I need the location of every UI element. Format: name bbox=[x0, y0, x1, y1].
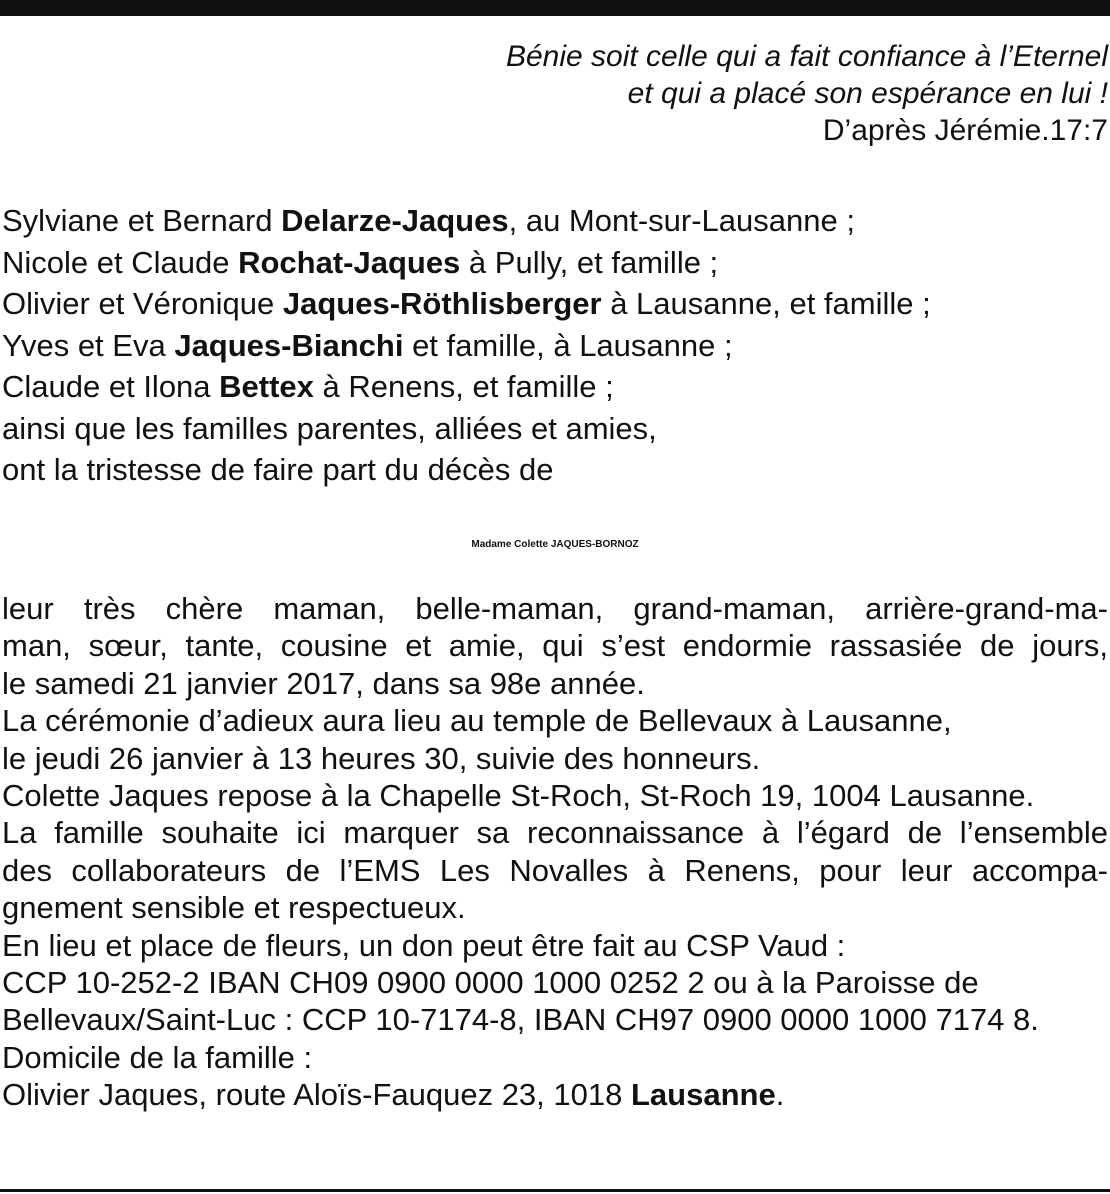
body-line: leur très chère maman, belle-maman, grand-maman, arrière-grand-ma- bbox=[2, 591, 1108, 626]
family-surname: Bettex bbox=[219, 369, 314, 404]
body-line: En lieu et place de fleurs, un don peut être fait au CSP Vaud : bbox=[2, 927, 846, 963]
domicile-line: Olivier Jaques, route Aloïs-Fauquez 23, 1018 Lausanne. bbox=[2, 1077, 785, 1113]
notice-body bbox=[2, 590, 1108, 1114]
body-line: le samedi 21 janvier 2017, dans sa 98e année. bbox=[2, 665, 645, 701]
family-list bbox=[2, 200, 931, 491]
body-line: Colette Jaques repose à la Chapelle St-Roch, St-Roch 19, 1004 Lausanne. bbox=[2, 778, 1035, 814]
bottom-rule bbox=[0, 1189, 1110, 1192]
top-rule bbox=[0, 0, 1110, 16]
body-line: CCP 10-252-2 IBAN CH09 0900 0000 1000 0252 2 ou à la Paroisse de bbox=[2, 965, 979, 1001]
family-surname: Delarze-Jaques bbox=[281, 203, 509, 238]
body-line: La cérémonie d’adieux aura lieu au temple de Bellevaux à Lausanne, bbox=[2, 703, 952, 739]
body-line: La famille souhaite ici marquer sa reconnaissance à l’égard de l’ensemble bbox=[2, 815, 1108, 851]
family-line: Sylviane et Bernard Delarze-Jaques, au Mont-sur-Lausanne ; bbox=[2, 203, 855, 238]
body-line: gnement sensible et respectueux. bbox=[2, 890, 466, 926]
deceased-name: Madame Colette JAQUES-BORNOZ bbox=[471, 539, 639, 550]
quote-source: D’après Jérémie.17:7 bbox=[822, 114, 1108, 147]
bible-quote bbox=[506, 38, 1108, 149]
quote-line: Bénie soit celle qui a fait confiance à l’Eternel bbox=[505, 40, 1108, 73]
family-line: Yves et Eva Jaques-Bianchi et famille, à Lausanne ; bbox=[2, 327, 733, 363]
body-line: man, sœur, tante, cousine et amie, qui s’est endormie rassasiée de jours, bbox=[2, 628, 1108, 664]
quote-line: et qui a placé son espérance en lui ! bbox=[627, 77, 1108, 110]
family-line: Claude et Ilona Bettex à Renens, et famille ; bbox=[2, 369, 614, 404]
family-surname: Jaques-Bianchi bbox=[174, 327, 404, 363]
families-tail-line: ont la tristesse de faire part du décès de bbox=[2, 452, 554, 487]
family-surname: Jaques-Röthlisberger bbox=[282, 286, 602, 321]
family-surname: Rochat-Jaques bbox=[238, 244, 461, 280]
body-line: des collaborateurs de l’EMS Les Novalles à Renens, pour leur accompa- bbox=[2, 852, 1108, 888]
body-line: Bellevaux/Saint-Luc : CCP 10-7174-8, IBAN CH97 0900 0000 1000 7174 8. bbox=[2, 1002, 1039, 1038]
body-line: le jeudi 26 janvier à 13 heures 30, suivie des honneurs. bbox=[2, 740, 761, 776]
domicile-city: Lausanne bbox=[630, 1077, 776, 1113]
body-line: Domicile de la famille : bbox=[2, 1039, 313, 1075]
family-line: Nicole et Claude Rochat-Jaques à Pully, et famille ; bbox=[2, 244, 719, 280]
families-tail-line: ainsi que les familles parentes, alliées et amies, bbox=[2, 410, 657, 446]
family-line: Olivier et Véronique Jaques-Röthlisberger à Lausanne, et famille ; bbox=[2, 286, 931, 321]
